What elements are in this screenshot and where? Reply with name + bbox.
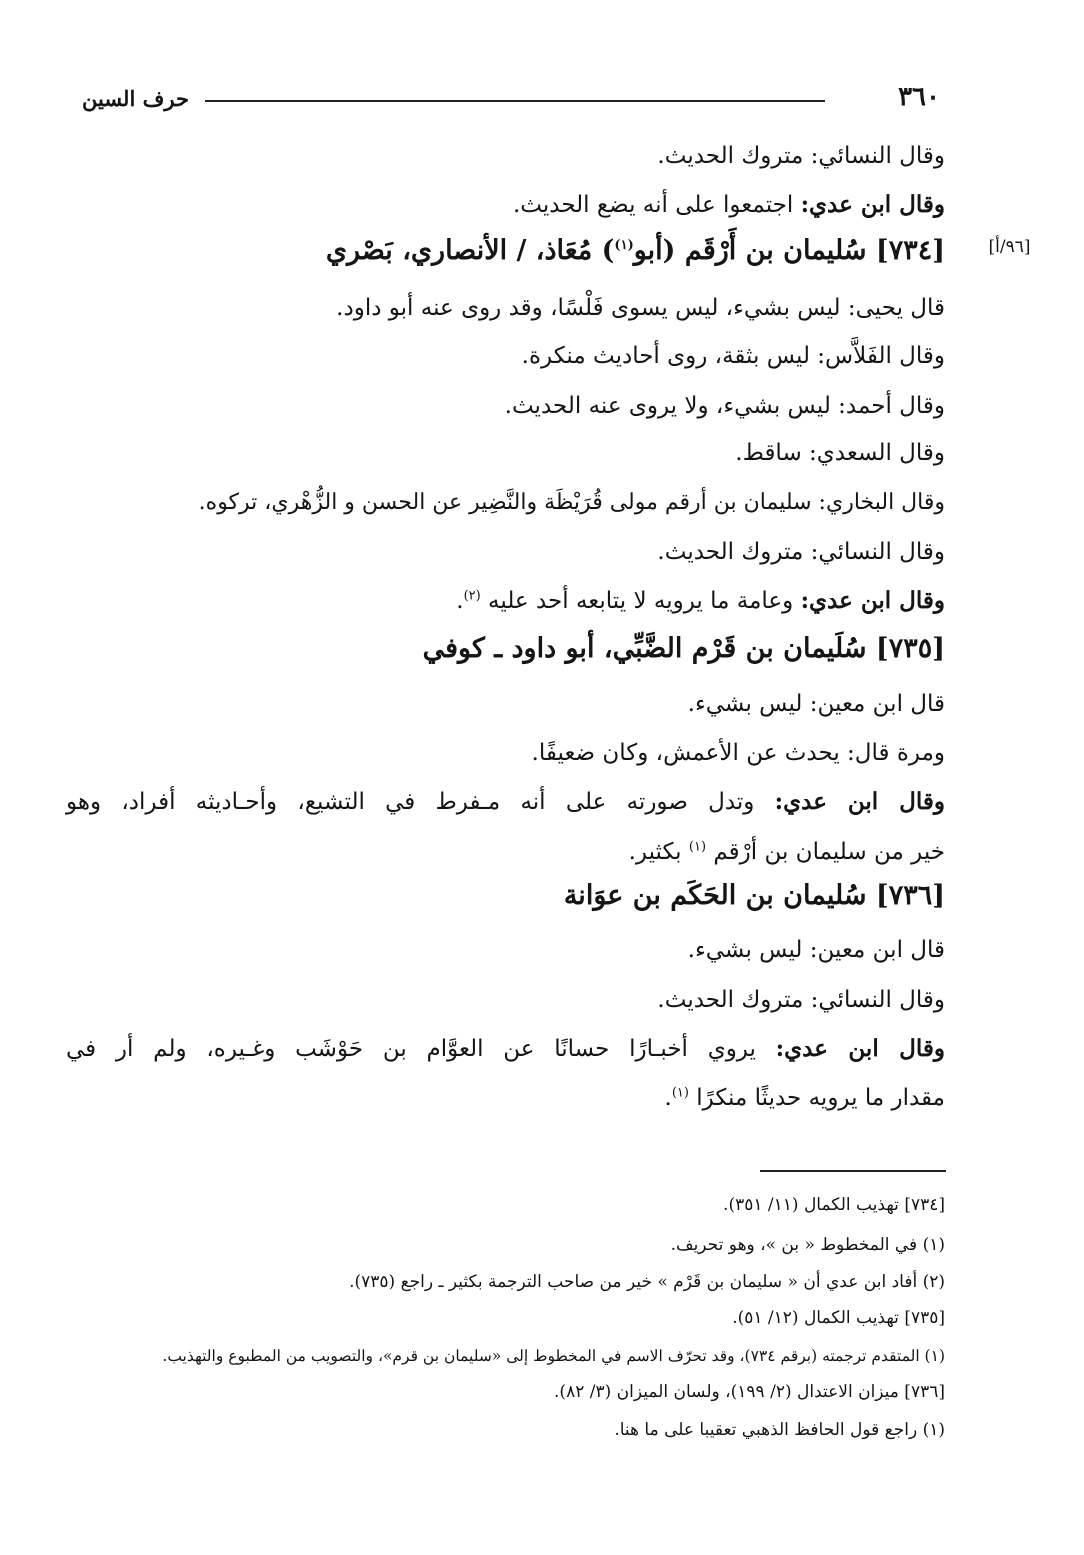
chapter-title: حرف السين	[82, 86, 189, 111]
speaker-lead: وقال ابن عدي:	[800, 587, 945, 614]
text-line: وقال السعدي: ساقط.	[735, 440, 945, 466]
quote-text: وتدل صورته على أنه مـفرط في التشيع، وأحـاديثه أفراد، وهو	[66, 789, 775, 815]
header-rule	[205, 100, 825, 102]
quote-text: وعامة ما يرويه لا يتابعه أحد عليه	[480, 588, 801, 614]
text-line: وقال النسائي: متروك الحديث.	[657, 539, 945, 565]
quote-text: بكثير.	[628, 839, 689, 865]
entry-heading-part: [٧٣٤] سُليمان بن أَرْقَم (أبو	[633, 235, 945, 266]
text-line	[66, 1033, 945, 1065]
footnote: (٢) أفاد ابن عدي أن « سليمان بن قَرْم » خير من صاحب الترجمة بكثير ـ راجع (٧٣٥).	[349, 1272, 945, 1292]
entry-heading-part: ) مُعَاذ، / الأنصاري، بَصْري	[325, 235, 615, 266]
manuscript-folio-note: [٩٦/أ]	[988, 237, 1031, 257]
quote-text: مقدار ما يرويه حديثًا منكرًا	[688, 1085, 945, 1111]
text-line: قال يحيى: ليس بشيء، ليس يسوى فَلْسًا، وقد روى عنه أبو داود.	[336, 295, 945, 321]
footnote: (١) راجع قول الحافظ الذهبي تعقيبا على ما هنا.	[614, 1420, 945, 1440]
speaker-lead: وقال ابن عدي:	[800, 191, 945, 218]
text-line: وقال النسائي: متروك الحديث.	[657, 987, 945, 1013]
speaker-lead: وقال ابن عدي:	[774, 788, 945, 815]
text-line	[456, 585, 945, 617]
footnote-ref: (١)	[671, 1085, 689, 1101]
text-line: قال ابن معين: ليس بشيء.	[687, 937, 945, 963]
footnote: (١) المتقدم ترجمته (برقم ٧٣٤)، وقد تحرّف الاسم في المخطوط إلى «سليمان بن قرم»، والتصويب من المطبوع والتهذيب.	[162, 1347, 945, 1365]
entry-heading-736: [٧٣٦] سُليمان بن الحَكَم بن عوَانة	[563, 880, 945, 911]
footnote: [٧٣٤] تهذيب الكمال (١١/ ٣٥١).	[723, 1195, 945, 1215]
text-line: وقال الفَلاَّس: ليس بثقة، روى أحاديث منكرة.	[521, 343, 945, 369]
punctuation: .	[664, 1085, 672, 1111]
entry-heading-734	[326, 235, 945, 267]
quote-text: اجتمعوا على أنه يضع الحديث.	[512, 192, 801, 218]
footnote: [٧٣٥] تهذيب الكمال (١٢/ ٥١).	[732, 1308, 945, 1328]
entry-heading-735: [٧٣٥] سُلَيمان بن قَرْم الضَّبِّي، أبو داود ـ كوفي	[422, 633, 945, 664]
text-line	[513, 189, 945, 221]
text-line: وقال النسائي: متروك الحديث.	[657, 143, 945, 169]
text-line	[66, 786, 945, 818]
text-line: وقال أحمد: ليس بشيء، ولا يروى عنه الحديث.	[504, 393, 945, 419]
footnote-ref: (١)	[688, 839, 707, 855]
text-line	[629, 836, 945, 868]
footnote-ref: (٢)	[463, 588, 481, 604]
text-line: ومرة قال: يحدث عن الأعمش، وكان ضعيفًا.	[531, 740, 945, 766]
text-line: قال ابن معين: ليس بشيء.	[687, 691, 945, 717]
speaker-lead: وقال ابن عدي:	[775, 1035, 945, 1062]
footnote: (١) في المخطوط « بن »، وهو تحريف.	[670, 1235, 945, 1255]
text-line: وقال البخاري: سليمان بن أرقم مولى قُرَيْظَة والنَّضِير عن الحسن و الزُّهْري، تركوه.	[198, 490, 945, 515]
quote-text: خير من سليمان بن أرْقم	[706, 839, 945, 865]
punctuation: .	[456, 588, 464, 614]
page-number: ٣٦٠	[898, 82, 940, 112]
quote-text: يروي أخبـارًا حسانًا عن العوَّام بن حَوْشَب وغـيره، ولم أر في	[66, 1036, 776, 1062]
footnote-separator	[760, 1170, 946, 1172]
text-line	[665, 1082, 945, 1114]
footnote-ref: (١)	[614, 238, 634, 253]
footnote: [٧٣٦] ميزان الاعتدال (٢/ ١٩٩)، ولسان الميزان (٣/ ٨٢).	[554, 1382, 945, 1402]
